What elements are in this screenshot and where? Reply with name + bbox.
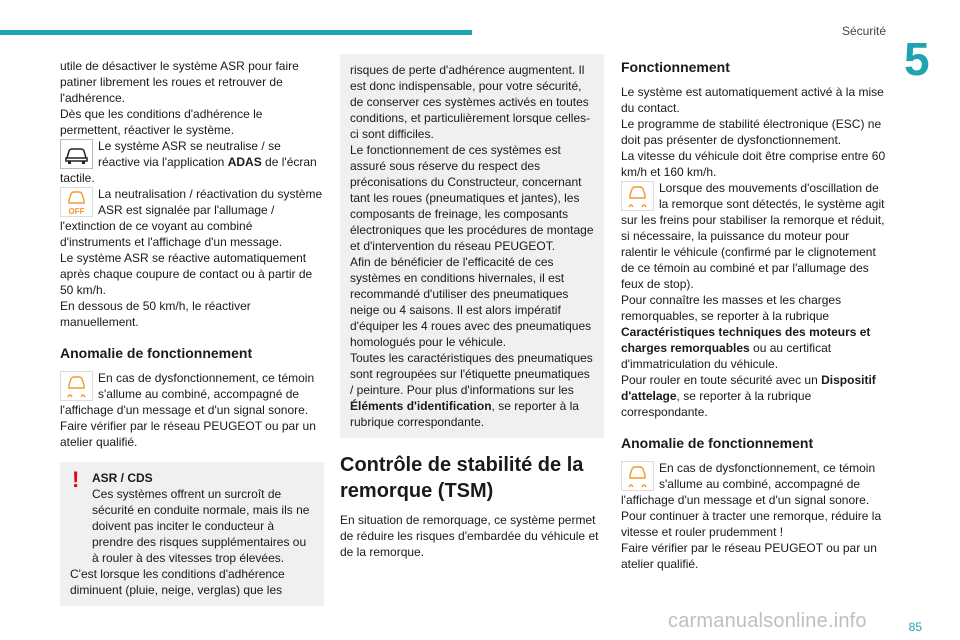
off-label: OFF (68, 207, 85, 216)
bold-text: ADAS (227, 155, 262, 169)
chapter-heading: Contrôle de stabilité de la remorque (TSM) (340, 454, 584, 502)
paragraph: utile de désactiver le système ASR pour faire patiner librement les roues et retrouver de l'adhérence. (60, 59, 299, 105)
warning-note-continued (340, 54, 604, 438)
text: ou au certificat d'immatriculation du véhicule. (621, 341, 832, 371)
note-text: Ces systèmes offrent un surcroît de sécurité en conduite normale, mais ils ne doivent pas inciter le conducteur à prendre des risques supplémentaires ou à rouler à des vitesses trop élevées. (92, 487, 310, 565)
section-title: Sécurité (841, 24, 886, 38)
note-title: ASR / CDS (92, 471, 153, 485)
bold-text: Éléments d'identification (350, 399, 492, 413)
icon-paragraph (621, 460, 887, 508)
note-text: risques de perte d'adhérence augmentent. Il est donc indispensable, pour votre sécurité, de conserver ces systèmes activés en toutes conditions, et particulièrement lorsque celles-ci sont difficiles. (350, 63, 591, 141)
paragraph: En situation de remorquage, ce système permet de réduire les risques d'embardée du véhicule et de la remorque. (340, 513, 599, 559)
text: , se reporter à la rubrique correspondante. (621, 389, 812, 419)
section-heading: Anomalie de fonctionnement (60, 345, 253, 361)
skid-warning-icon (621, 181, 654, 211)
paragraph (621, 292, 887, 372)
column-middle (340, 54, 604, 560)
text: Lorsque des mouvements d'oscillation de la remorque sont détectés, le système agit sur les freins pour stabiliser la remorque et réduit, si nécessaire, la puissance du moteur pour ralentir le véhicule (confirmé par le clignotement de ce témoin au combiné et par l'allumage des feux de stop). (621, 181, 885, 291)
text: En cas de dysfonctionnement, ce témoin s'allume au combiné, accompagné de l'affichage d'un message et d'un signal sonore. (60, 371, 315, 417)
car-button-icon (60, 139, 93, 169)
page-number: 85 (908, 620, 922, 634)
skid-off-warning-icon (60, 187, 93, 217)
note-text (350, 350, 594, 430)
section-heading: Fonctionnement (621, 59, 730, 75)
paragraph: Pour continuer à tracter une remorque, réduire la vitesse et rouler prudemment ! (621, 509, 882, 539)
column-left (60, 58, 324, 606)
paragraph: Le système ASR se réactive automatiquement après chaque coupure de contact ou à partir de 50 km/h. (60, 251, 313, 297)
text: , se reporter à la rubrique correspondante. (350, 399, 579, 429)
paragraph: Faire vérifier par le réseau PEUGEOT ou par un atelier qualifié. (60, 419, 316, 449)
skid-warning-icon (621, 461, 654, 491)
text: Pour connaître les masses et les charges remorquables, se reporter à la rubrique (621, 293, 842, 323)
paragraph: Faire vérifier par le réseau PEUGEOT ou par un atelier qualifié. (621, 541, 877, 571)
bold-text: Caractéristiques techniques des moteurs et charges remorquables (621, 325, 871, 355)
warning-exclamation-icon: ! (72, 467, 80, 492)
section-heading: Anomalie de fonctionnement (621, 435, 814, 451)
note-text: C'est lorsque les conditions d'adhérence diminuent (pluie, neige, verglas) que les (70, 567, 285, 597)
icon-paragraph (621, 180, 887, 292)
text: Le système ASR se neutralise / se réactive via l'application (98, 139, 281, 169)
text: Pour rouler en toute sécurité avec un (621, 373, 822, 387)
paragraph: La vitesse du véhicule doit être comprise entre 60 km/h et 160 km/h. (621, 149, 886, 179)
text: de l'écran tactile. (60, 155, 317, 185)
paragraph: Le programme de stabilité électronique (ESC) ne doit pas présenter de dysfonctionnement. (621, 117, 882, 147)
chapter-number: 5 (904, 33, 930, 85)
column-right (621, 58, 887, 572)
text: Toutes les caractéristiques des pneumatiques sont regroupées sur l'étiquette pneumatiques / peinture. Pour plus d'informations sur les (350, 351, 593, 397)
paragraph: Dès que les conditions d'adhérence le permettent, réactiver le système. (60, 107, 263, 137)
header-accent-bar (0, 30, 472, 35)
note-text: Afin de bénéficier de l'efficacité de ces systèmes en conditions hivernales, il est recommandé d'utiliser des pneumatiques neige ou 4 saisons. Il est alors impératif d'équiper les 4 roues avec des pneumatiques homologués pour le véhicule. (350, 255, 592, 349)
icon-paragraph (60, 370, 324, 418)
skid-warning-icon (60, 371, 93, 401)
paragraph (621, 372, 887, 420)
warning-note (60, 462, 324, 606)
watermark: carmanualsonline.info (668, 610, 867, 632)
icon-paragraph (60, 186, 324, 250)
icon-paragraph (60, 138, 324, 186)
bold-text: Dispositif d'attelage (621, 373, 876, 403)
text: La neutralisation / réactivation du système ASR est signalée par l'allumage / l'extinction de ce voyant au combiné d'instruments et l'affichage d'un message. (60, 187, 323, 249)
text: En cas de dysfonctionnement, ce témoin s'allume au combiné, accompagné de l'affichage d'un message et d'un signal sonore. (621, 461, 876, 507)
paragraph: En dessous de 50 km/h, le réactiver manuellement. (60, 299, 251, 329)
note-text: Le fonctionnement de ces systèmes est assuré sous réserve du respect des préconisations du Constructeur, concernant tant les roues (pneumatiques et jantes), les composants de freinage, les composants électroniques que les procédures de montage et d'intervention du réseau PEUGEOT. (350, 143, 594, 253)
paragraph: Le système est automatiquement activé à la mise du contact. (621, 85, 884, 115)
